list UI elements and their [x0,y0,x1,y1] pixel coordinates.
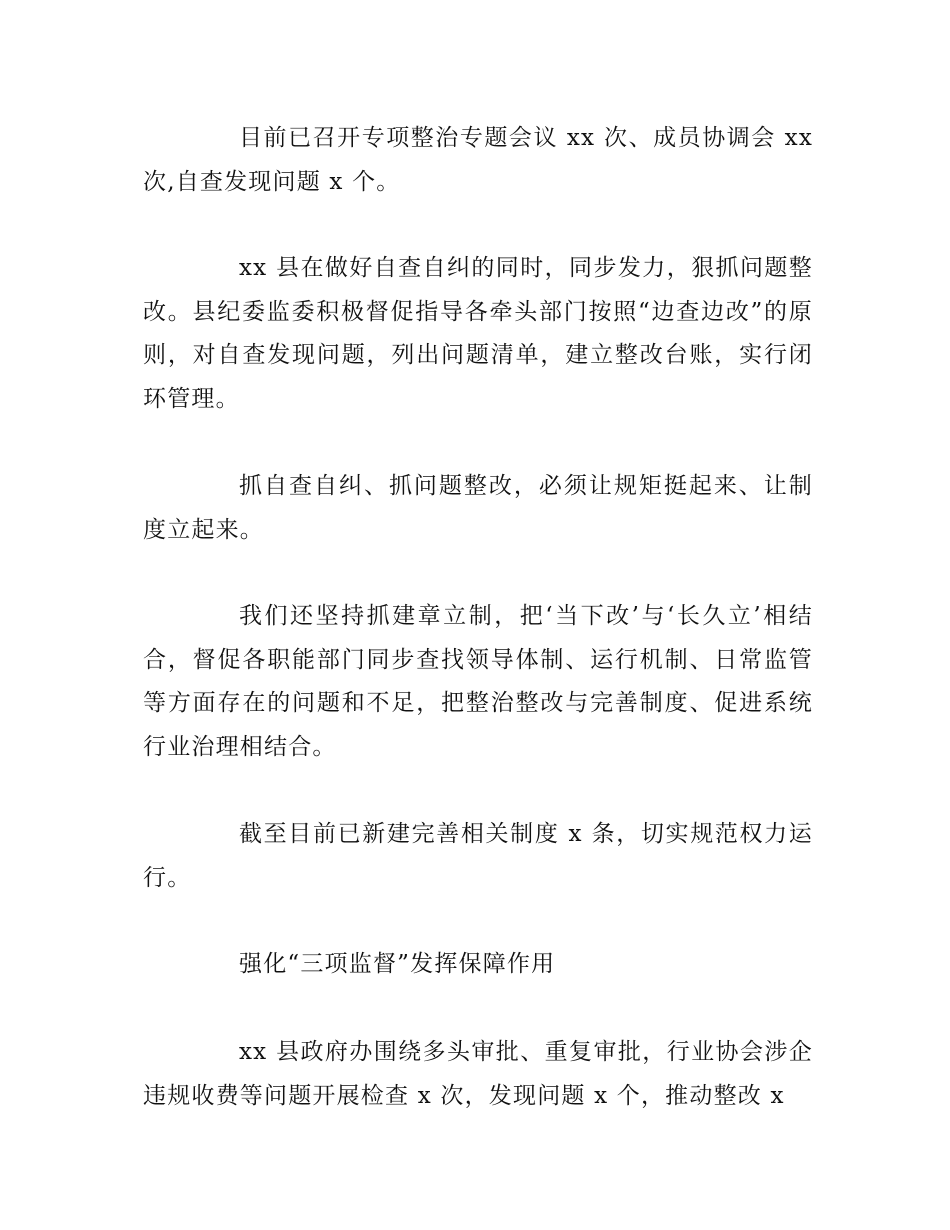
paragraph-new-rules: 截至目前已新建完善相关制度 x 条，切实规范权力运行。 [143,821,813,891]
section-heading: 强化“三项监督”发挥保障作用 [239,951,556,977]
paragraph-meeting-count: 目前已召开专项整治专题会议 xx 次、成员协调会 xx 次,自查发现问题 x 个。 [143,125,813,195]
paragraph-institution-building: 我们还坚持抓建章立制，把‘当下改’与‘长久立’相结合，督促各职能部门同步查找领导体制、运行机制、日常监管等方面存在的问题和不足，把整治整改与完善制度、促进系统行业治理相结合。 [143,603,813,760]
paragraph-inspection: xx 县政府办围绕多头审批、重复审批，行业协会涉企违规收费等问题开展检查 x 次，发现问题 x 个，推动整改 x [143,1039,813,1109]
paragraph-rules: 抓自查自纠、抓问题整改，必须让规矩挺起来、让制度立起来。 [143,473,813,543]
paragraph-rectification: xx 县在做好自查自纠的同时，同步发力，狠抓问题整改。县纪委监委积极督促指导各牵头部门按照“边查边改”的原则，对自查发现问题，列出问题清单，建立整改台账，实行闭环管理。 [143,255,813,412]
